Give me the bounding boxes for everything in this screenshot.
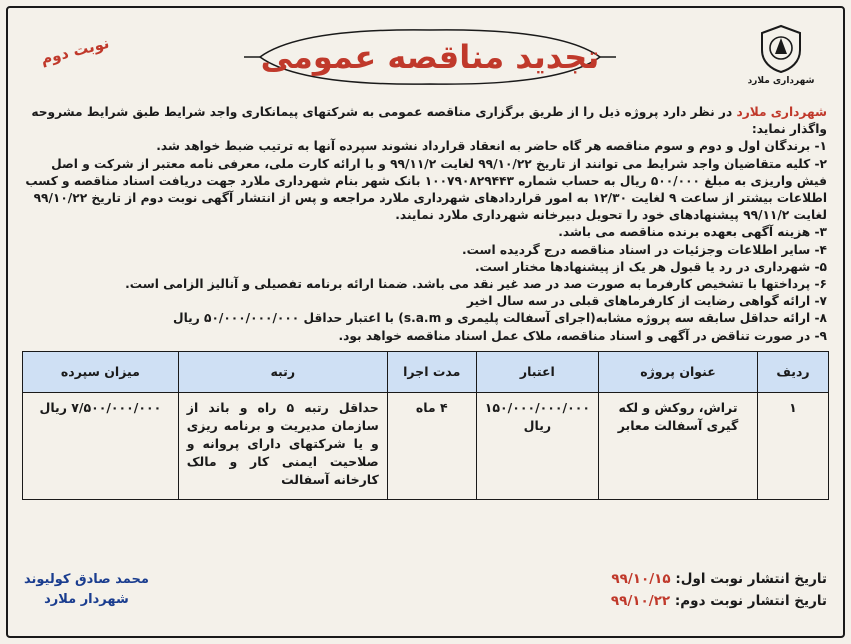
notice-footer xyxy=(24,568,827,628)
header-duration: مدت اجرا xyxy=(387,351,476,392)
header-deposit: میزان سپرده xyxy=(23,351,179,392)
header-grade: رتبه xyxy=(178,351,387,392)
clause-6: ۶- پرداختها با تشخیص کارفرما به صورت صد در صد غیر نقد می باشد. ضمنا ارائه برنامه تفصیلی و آنالیز الزامی است. xyxy=(125,277,827,292)
clause-5: ۵- شهرداری در رد یا قبول هر یک از پیشنهادها مختار است. xyxy=(475,259,827,274)
second-publication-label: تاریخ انتشار نوبت دوم: xyxy=(674,593,827,609)
page-title: تجدید مناقصه عمومی xyxy=(260,38,600,76)
cell-duration: ۴ ماه xyxy=(387,392,476,499)
first-publication-date: ۹۹/۱۰/۱۵ xyxy=(611,571,671,587)
clause-1: ۱- برندگان اول و دوم و سوم مناقصه هر گاه حاضر به انعقاد قرارداد نشوند سپرده آنها به ترتیب ضبط خواهد شد. xyxy=(156,139,827,154)
clause-3: ۳- هزینه آگهی بعهده برنده مناقصه می باشد. xyxy=(558,225,827,240)
clause-7: ۷- ارائه گواهی رضایت از کارفرماهای قبلی در سه سال اخیر xyxy=(466,294,827,309)
second-publication-date: ۹۹/۱۰/۲۲ xyxy=(610,593,671,609)
intro-text: در نظر دارد پروژه ذیل را از طریق برگزاری مناقصه عمومی به شرکتهای پیمانکاری واجد شرایط طبق شرایط مشروحه واگذار نماید: xyxy=(31,105,827,137)
cell-grade: حداقل رتبه ۵ راه و باند از سازمان مدیریت و برنامه ریزی و یا شرکتهای دارای پروانه و صلاحیت ایمنی کار و مالک کارخانه آسفالت xyxy=(178,392,387,499)
header-project-title: عنوان پروژه xyxy=(599,351,758,392)
header-budget: اعتبار xyxy=(476,351,598,392)
cell-project-title: تراش، روکش و لکه گیری آسفالت معابر xyxy=(599,392,758,499)
municipality-logo xyxy=(745,24,817,98)
clause-8: ۸- ارائه حداقل سابقه سه پروژه مشابه(اجرای آسفالت پلیمری و s.a.m) با اعتبار حداقل ۵۰/۰۰۰/۰۰۰/۰۰۰ ریال xyxy=(173,311,827,326)
cell-budget: ۱۵۰/۰۰۰/۰۰۰/۰۰۰ ریال xyxy=(476,392,598,499)
emblem-icon xyxy=(758,24,804,74)
signer-title: شهردار ملارد xyxy=(44,592,129,607)
header-row-number: ردیف xyxy=(758,351,829,392)
first-publication xyxy=(611,568,827,590)
first-publication-label: تاریخ انتشار نوبت اول: xyxy=(675,571,827,587)
intro-org: شهرداری ملارد xyxy=(736,105,827,119)
second-publication xyxy=(611,590,827,612)
cell-row-number: ۱ xyxy=(758,392,829,499)
title-banner xyxy=(240,22,620,92)
publication-dates xyxy=(611,568,827,612)
notice-header xyxy=(10,6,841,104)
signer-name: محمد صادق کولیوند xyxy=(24,572,149,587)
clause-9: ۹- در صورت تناقض در آگهی و اسناد مناقصه، ملاک عمل اسناد مناقصه خواهد بود. xyxy=(338,328,827,343)
logo-caption: شهرداری ملارد xyxy=(747,76,815,86)
round-badge: نوبت دوم xyxy=(38,33,111,69)
signature-block xyxy=(24,570,149,610)
clause-4: ۴- سایر اطلاعات وجزئیات در اسناد مناقصه درج گردیده است. xyxy=(462,242,827,257)
cell-deposit: ۷/۵۰۰/۰۰۰/۰۰۰ ریال xyxy=(23,392,179,499)
clause-2: ۲- کلیه متقاضیان واجد شرایط می توانند از تاریخ ۹۹/۱۰/۲۲ لغایت ۹۹/۱۱/۲ و با ارائه کارت ملی، معرفی نامه معتبر از شرکت و اصل فیش واریزی به مبلغ ۵۰۰/۰۰۰ ریال به حساب شماره ۱۰۰۷۹۰۸۲۹۴۴۳ بانک شهر بنام شهرداری ملارد جهت دریافت اسناد مناقصه و کسب اطلاعات بیشتر از ساعت ۹ لغایت ۱۲/۳۰ به امور قراردادهای شهرداری ملارد مراجعه و پس از انتشار آگهی نوبت دوم از تاریخ ۹۹/۱۰/۲۲ لغایت ۹۹/۱۱/۲ پیشنهادهای خود را تحویل دبیرخانه شهرداری ملارد نمایند. xyxy=(25,156,827,223)
